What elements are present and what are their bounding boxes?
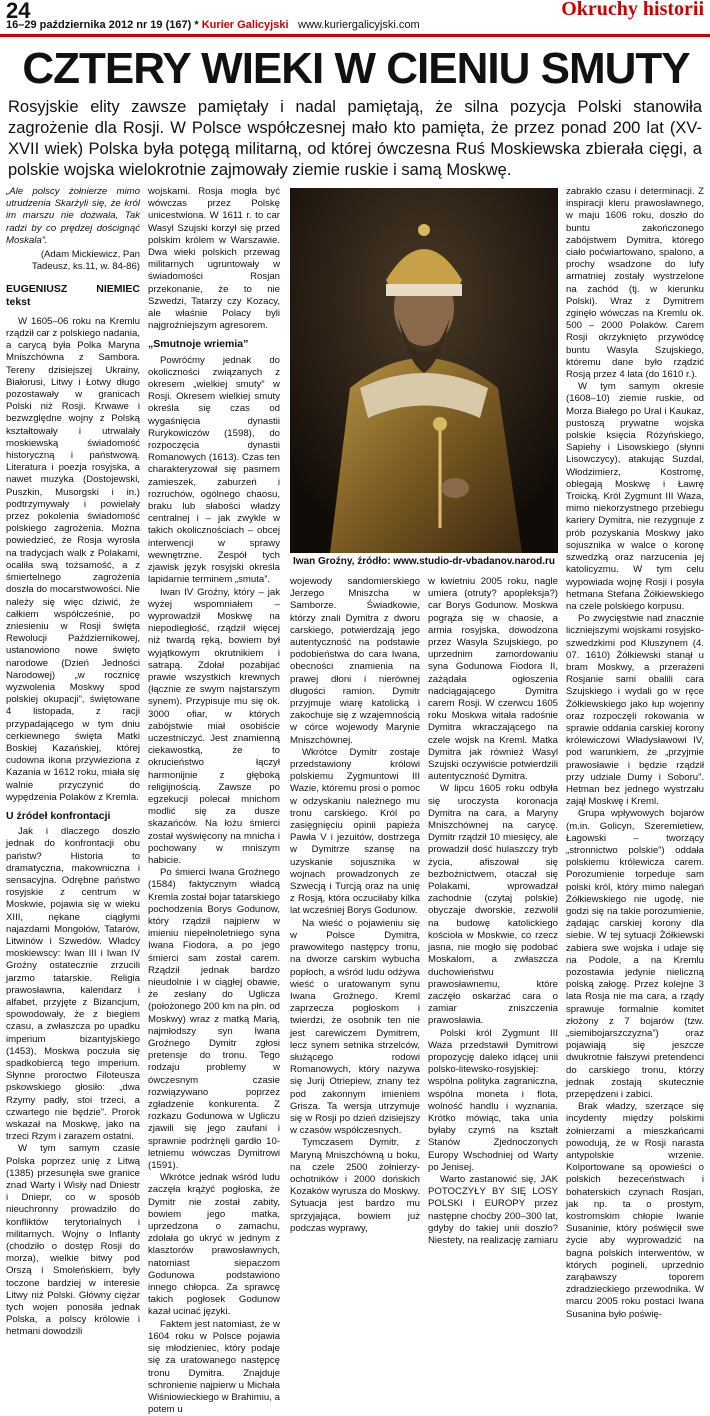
- paragraph: Na wieść o pojawieniu się w Polsce Dymitra, prawowitego następcy tronu, na dworze carskim wybucha popłoch, a wśród ludu odżywa wieść o uratowanym synu Iwana Groźnego. Kreml zaprzecza pogłoskom i twierdzi, że osobnik ten nie jest carewiczem Dymitrem, lecz synem setnika strzelców, służącego rodowi Romanowych, który nazywa się Jurij Otriepiew, znany też pod zakonnym imieniem Grisza. Ta wersja utrzymuje się w Rosji po dzień dzisiejszy w czasów współczesnych.: [290, 917, 420, 1137]
- site-url[interactable]: www.kuriergalicyjski.com: [298, 19, 420, 31]
- paragraph: wojewody sandomierskiego Jerzego Mniszcha w Samborze. Świadkowie, którzy znali Dymitra z dworu carskiego, potwierdzają jego autentyczność na podstawie podobieństwa do cara Iwana, obecności znamienia na prawej dłoni i nierównej długości ramion. Dymitr przyjmuje wiarę katolicką i zakochuje się z wzajemnością w córce wojewody Marynie Mniszchównej.: [290, 576, 420, 746]
- portrait-photo: [290, 188, 558, 553]
- paragraph: Po śmierci Iwana Groźnego (1584) faktycznym władcą Kremla został bojar tatarskiego pochodzenia Borys Godunow, który rządził najpierw w imieniu niepełnoletniego syna Iwana Fiodora, a po jego śmierci sam został carem. Rządził jednak bardzo nieudolnie i w ciągłej obawie, że zesłany do Uglicza (położonego 200 km na płn. od Moskwy) wraz z matką Marią, najmłodszy syn Iwana Groźnego Dymitr zgłosi pretensje do tronu. Tego rodzaju problemy w ówczesnym czasie rozwiązywano poprzez zgładzenie konkurenta. Z rozkazu Godunowa w Ugliczu zjawili się jego zaufani i sprawnie podrżnęli gardło 10-letniemu wówczas Dymitrowi (1591).: [148, 867, 280, 1172]
- column-5: [566, 186, 704, 1320]
- paragraph: W tym samym okresie (1608–10) ziemie ruskie, od Morza Białego po Ural i Kaukaz, pustoszą prywatne wojska polskie księcia Różyńskiego, Sapiehy i Lisowskiego (słynni Lisowczycy), atakując Suzdal, Włodzimierz, Kostromę, oblegają Moskwę i Ławrę Troicką. Król Zygmunt III Waza, mimo niekorzystnego przebiegu kariery Dymitra, nie rezygnuje z prób pozyskania Moskwy jako sojusznika w walce o koronę szwedzką oraz narzucenia jej katolicyzmu. W tym celu wypowiada wojnę Rosji i posyła hetmana Stefana Żółkiewskiego na czele polskiego korpusu.: [566, 381, 704, 612]
- paragraph: Jak i dlaczego doszło jednak do konfrontacji obu państw? Historia to dramatyczna, makowniczna i sensacyjna. Odrębne państwo rosyjskie z centrum w Moskwie, pojawia się w wieku XIII, nękane ciągłymi najazdami Mongołów, Tatarów, Litwinów i Szwedów. Władcy moskiewscy: Iwan III i Iwan IV Groźny ostatecznie zrzucili jarzmo tatarskie. Religia prawosławna, kalendarz i alfabet, przyjęte z Bizancjum, spowodowały, że z biegiem czasu, a zwłaszcza po upadku imperium bizantyjskiego (1453), Moskwa poczuła się spadkobiercą tego imperium. Słynne proroctwo Filoteusza pskowskiego głosiło: „dwa Rzymy padły, stoi trzeci, a czwartego nie będzie”. Prorok wskazał na Moskwę, jako na trzeci Rzym i zarazem ostatni.: [6, 826, 140, 1143]
- paragraph: zabrakło czasu i determinacji. Z inspiracji kleru prawosławnego, w maju 1606 roku, doszło do buntu zakończonego zabójstwem Dymitra, którego ciało poćwiartowano, spalono, a prochy wsadzone do lufy armatniej zostały wystrzelone na zachód (tj. w kierunku Polski). Wraz z Dymitrem zginęło wówczas na Kremlu ok. 500 – 2000 Polaków. Carem Rosji okrzyknięto przywódcę buntu Wasyla Szujskiego, któremu dane było rządzić Rosją przez 4 lata (do 1610 r.).: [566, 186, 704, 381]
- page-header: [0, 0, 710, 34]
- header-rule: [0, 34, 710, 37]
- column-3: [290, 576, 420, 1234]
- epigraph: „Ale polscy żołnierze mimo utrudzenia Skarżyli się, że król im marszu nie dozwala, Tak radzi by co prędzej doścignąć Moskala”.: [6, 186, 140, 246]
- paragraph: Brak władzy, szerzące się incydenty między polskimi żołnierzami a mieszkańcami powodują, że w Rosji narasta antypolskie wrzenie. Kolportowane są opowieści o polskich bezeceństwach i bohaterskich czynach Rosjan, jak np. ta o prostym, kostromskim chłopie Iwanie Susaninie, który poświęcił swe życie aby wyprowadzić na bagna polskich interwentów, w których pogineli, uprzednio zarąbawszy toporem zdradzieckiego przewodnika. W marcu 2005 roku postaci Iwana Susanina było poświę-: [566, 1101, 704, 1320]
- page-number: 24: [6, 0, 31, 23]
- section-title: Okruchy historii: [561, 0, 704, 20]
- paragraph: Wkrótce jednak wśród ludu zaczęła krążyć pogłoska, że Dymitr nie został zabity, bowiem jego matka, uprzedzona o zamachu, zdołała go ukryć w jednym z klasztorów prawosławnych, natomiast siepaczom Godunowa podstawiono innego chłopca. Za sprawcę takich pogłosek Godunow kazał ucinać języki.: [148, 1172, 280, 1318]
- column-4: [428, 576, 558, 1246]
- paragraph: W 1605–06 roku na Kremlu rządził car z polskiego nadania, a carycą była Polka Maryna Mniszchówna z Sambora. Tereny dzisiejszej Ukrainy, Białorusi, Litwy i Łotwy długo pozostawały w granicach Polski niż Rosji. Krwawe i bezwzględne wojny z Polską kształtowały i utrwalały moskiewską świadomość historyczną i państwową. Literatura i poezja rosyjska, a nawet muzyka (Dostojewski, Puszkin, Musorgski i in.) podtrzymywały i powielały przez pokolenia świadomość polskiego zagrożenia. Można powiedzieć, że Rosja wyrosła na tradycjach walk z Polakami, ocaliła swą tożsamość, a z śmiertelnego zagrożenia doszła do mocarstwowości. Nie należy się więc dziwić, że całkiem współcześnie, po zniesieniu w Rosji święta Rewolucji Październikowej, ustanowiono nowe święto narodowe (Dzień Jedności Narodowej) „w rocznicę wyzwolenia Moskwy spod polskiej okupacji”, świętowane 4 listopada, z racji przypadającego w tym dniu cerkiewnego święta Matki Boskiej Kazańskiej, której cudowna ikona przywieziona z Kazania w 1612 roku, miała się walnie przyczynić do wypędzenia Polaków z Kremla.: [6, 315, 140, 803]
- column-2: [148, 186, 280, 1416]
- article-lead: Rosyjskie elity zawsze pamiętały i nadal pamiętają, że silna pozycja Polski stanowiła zagrożenie dla Rosji. W Polsce współczesnej mało kto pamięta, że przez ponad 200 lat (XV-XVII wiek) Polska była potęgą militarną, od której ówczesna Ruś Moskiewska zbierała cięgi, a polskie wojska wielokrotnie zajmowały ziemie ruskie i samą Moskwę.: [8, 98, 702, 179]
- epigraph-source: (Adam Mickiewicz, Pan Tadeusz, ks.11, w. 84-86): [31, 249, 140, 273]
- paragraph: Iwan IV Groźny, który – jak wyżej wspomniałem – wyprowadził Moskwę na niepodległość, rządził więcej niż twardą ręką, bowiem był wyjątkowym okrutnikiem i satrapą. Zdołał pozabijać prawie wszystkich krewnych (łącznie ze swym najstarszym synem). Przypisuje mu się ok. 3000 ofiar, w których zabójstwie miał osobiście uczestniczyć. Jest znamienną ciekawostką, że to okrucieństwo łączył harmonijnie z głęboką religijnością. Zawsze po egzekucji polecał mnichom modlić się za dusze skazańców. Na łożu śmierci został wyświęcony na mnicha i pochowany w mniszym habicie.: [148, 586, 280, 866]
- column-1: [6, 186, 140, 1338]
- subheading: U źródeł konfrontacji: [6, 809, 111, 822]
- paragraph: Wkrótce Dymitr zostaje przedstawiony królowi polskiemu Zygmuntowi III Wazie, któremu prosi o pomoc w odzyskaniu należnego mu tronu carskiego. Król po zasięgnięciu opinii papieża Pawła V i jezuitów, dostrzega w Dymitrze szansę na uzyskanie sojusznika w wojnach prowadzonych ze Szwecją i Turcją oraz na unię z Rosją, która oczuciłaby kilka lat wcześniej Borys Godunow.: [290, 746, 420, 917]
- paragraph: Warto zastanowić się, JAK POTOCZYŁY BY SIĘ LOSY POLSKI I EUROPY przez następne choćby 200–300 lat, gdyby do takiej unii doszło? Niestety, na realizację zamiaru: [428, 1173, 558, 1246]
- article-title: CZTERY WIEKI W CIENIU SMUTY: [22, 44, 690, 93]
- brand-name: Kurier Galicyjski: [201, 19, 289, 31]
- paragraph: W tym samym czasie Polska poprzez unię z Litwą (1385) przesunęła swe granice znad Warty i Wisły nad Dniestr i Dniepr, co w sposób nieuchronny prowadziło do konfliktów terytorialnych i militarnych. Wojny o Inflanty (chodziło o dostęp Rosji do morza), wielkie bitwy pod Orszą i Smoleńskiem, były toczone bardziej w interesie Litwy niż Polski. Główny ciężar tych wojen ponosiła jednak Polska, a polscy królowie i hetmani dowodzili: [6, 1143, 140, 1338]
- paragraph: Po zwycięstwie nad znacznie liczniejszymi wojskami rosyjsko-szwedzkimi pod Kłuszynem (4. 07. 1610) Żółkiewski stanął u bram Moskwy, a przerażeni Rosjanie sami obalili cara Szujskiego i wydali go w ręce Żółkiewskiego jako łup wojenny oraz rozpoczęli rokowania w sprawie oddania carskiej korony królewiczowi Władysławowi IV, pod warunkiem, że „przyjmie prawosławie i będzie rządził przy udziale Dumy i Soboru”. Hetman bez jednego wystrzału zajął Moskwę i Kreml.: [566, 613, 704, 808]
- photo-caption: Iwan Groźny, źródło: www.studio-dr-vbadanov.narod.ru: [292, 556, 556, 567]
- paragraph: Faktem jest natomiast, że w 1604 roku w Polsce pojawia się młodzieniec, który podaje się za uratowanego następcę tronu Dymitra. Znajduje schronienie najpierw u Michała Wiśniowieckiego w Brahimiu, a potem u: [148, 1318, 280, 1416]
- paragraph: Powróćmy jednak do okoliczności związanych z okresem „wielkiej smuty” w Rosji. Okresem wielkiej smuty określa się czas od wygaśnięcia dynastii Rurykowiczów (1598), do rozpoczęcia dynastii Romanowych (1613). Czas ten charakteryzował się pasmem zamieszek, zaburzeń i rozruchów, ogólnego chaosu, braku lub słabości władzy centralnej i – jak zwykle w takich okolicznościach – obcej interwencji w sprawy wewnętrzne. Zespół tych zjawisk język rosyjski określa lapidarnie terminem „smuta”.: [148, 354, 280, 586]
- paragraph: w kwietniu 2005 roku, nagle umiera (otruty? apopleksja?) car Borys Godunow. Moskwa pogrąża się w chaosie, a armia rosyjska, dowodzona przez Wasyla Szujskiego, po uprzednim zamordowaniu syna Godunowa Fiodora II, zażądała ogłoszenia nadciągającego Dymitra carem Rosji. W czerwcu 1605 roku Moskwa witała radośnie Dymitra wkraczającego na czele wojsk na Kreml. Matka Dymitra jak również Wasyl Szujski oczywiście potwierdzili autentyczność Dymitra.: [428, 576, 558, 783]
- paragraph: Polski król Zygmunt III Waza przedstawił Dymitrowi propozycję daleko idącej unii polsko-litewsko-rosyjskiej: wspólna polityka zagraniczna, wspólna moneta i flota, wolność handlu i wyznania. Krótko mówiąc, taka unia byłaby czymś na kształt Stanów Zjednoczonych Europy Wschodniej od Warty po Jenisej.: [428, 1027, 558, 1173]
- paragraph: wojskami. Rosja mogła być wówczas przez Polskę unicestwiona. W 1611 r. to car Wasyl Szujski korzył się przed polskim królem w Warszawie. Dwa wieki polskich przewag militarnych ugruntowały w świadomości Rosjan przekonanie, że to nie Szwedzi, Tatarzy czy Kozacy, ale właśnie Polacy byli najgroźniejszym agresorem.: [148, 186, 280, 332]
- issue-line: [6, 19, 289, 31]
- paragraph: Tymczasem Dymitr, z Maryną Mniszchówną u boku, na czele 2500 żołnierzy-ochotników i 2000 dońskich Kozaków wyrusza do Moskwy. Sytuacja jest bardzo mu sprzyjająca, bowiem już podczas wyprawy,: [290, 1137, 420, 1234]
- issue-date: 16–29 października 2012 nr 19 (167) *: [6, 19, 199, 31]
- paragraph: W lipcu 1605 roku odbyła się uroczysta koronacja Dymitra na cara, a Maryny Mniszchównej na carycę. Dymitr rządził 10 miesięcy, ale prowadził dość hulaszczy tryb życia, afiszował się bezbożnictwem, otaczał się Polakami, wprowadzał zachodnie (czytaj polskie) obyczaje dworskie, zezwolił na budowę katolickiego kościoła w Moskwie, co rzecz jasna, nie mogło się podobać Moskalom, a zwłaszcza duchowieństwu prawosławnemu, które zaczęło oskarżać cara o zamiar zniszczenia prawosławia.: [428, 783, 558, 1027]
- paragraph: Grupa wpływowych bojarów (m.in. Golicyn, Szeremietiew, Łagowski – tworzący „stronnictwo polskie”) oddała polskiemu królewicza carem. Porozumienie torpeduje sam polski król, który mimo nalegań Żółkiewskiego nie ugodę, nie godzi się na takie porozumienie, żądając carskiej korony dla siebie. W tej sytuacji Żółkiewski zabiera swe wojska i udaje się na Podole, a na Kremlu pozostawia jedynie nieliczną polską załogę. Przez kolejne 3 lata Rosja nie ma cara, a rządy sprawuje formalnie komitet złożony z 7 bojarów (tzw. „siemibojarszczyzna”) oraz pojawiają się jeszcze dwukrotnie fałszywi pretendenci do carskiego tronu, którzy jednak zostają skutecznie przepędzeni i zabici.: [566, 808, 704, 1101]
- portrait-illustration: [290, 188, 558, 553]
- subheading: „Smutnoje wriemia”: [148, 338, 249, 351]
- byline: EUGENIUSZ NIEMIEC tekst: [6, 283, 140, 308]
